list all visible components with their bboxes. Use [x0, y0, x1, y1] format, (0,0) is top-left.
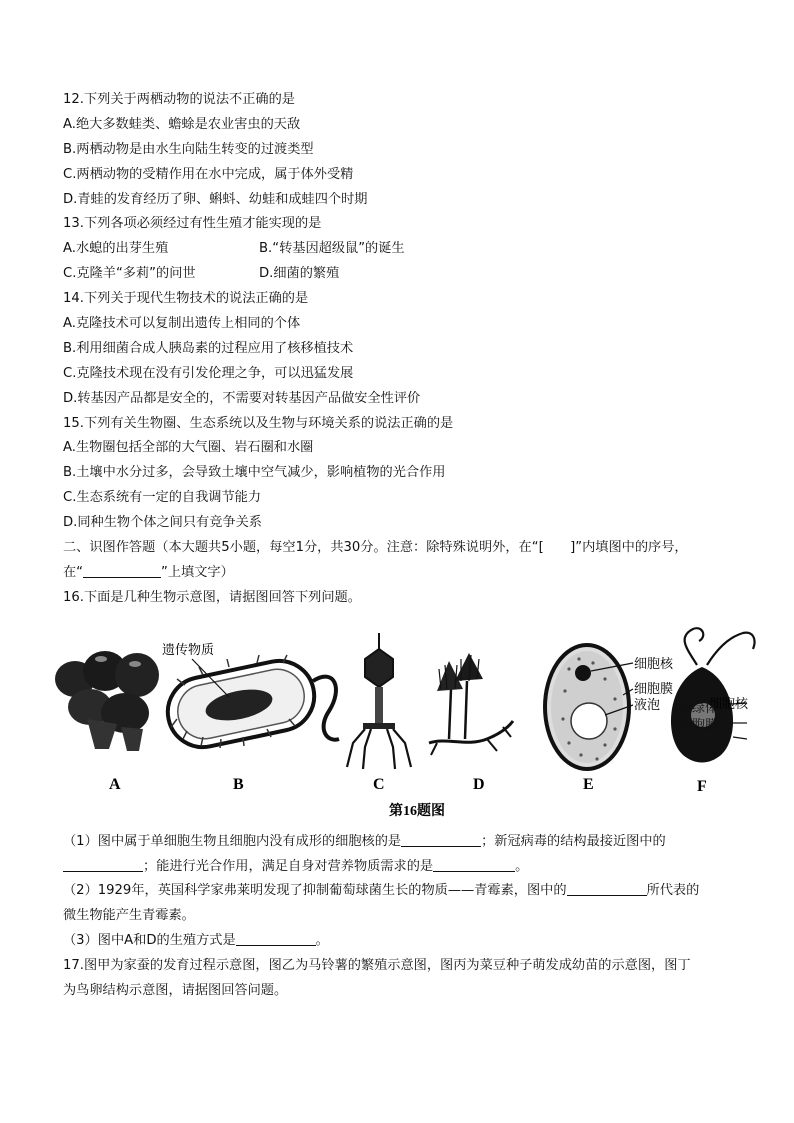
- example-blank: [83, 563, 161, 578]
- q14-option-c: C.克隆技术现在没有引发伦理之争，可以迅猛发展: [63, 365, 354, 381]
- q13-options-row-2: [63, 262, 743, 287]
- letter-a: A: [109, 775, 121, 793]
- q15-option-b: B.土壤中水分过多，会导致土壤中空气减少，影响植物的光合作用: [63, 465, 446, 481]
- q14-option-a: A.克隆技术可以复制出遗传上相同的个体: [63, 316, 301, 332]
- letter-e: E: [583, 775, 594, 793]
- q17-line1: 17.图甲为家蚕的发育过程示意图，图乙为马铃薯的繁殖示意图，图丙为菜豆种子萌发成幼苗的示意图，图丁: [63, 958, 691, 974]
- label-e-nucleus: 细胞核: [634, 655, 674, 671]
- q13-option-d: D.细菌的繁殖: [259, 266, 340, 282]
- section2-text-b: ”上填文字）: [161, 564, 234, 580]
- q16-sub1-line1: [63, 830, 743, 855]
- q16-sub1-text-a: （1）图中属于单细胞生物且细胞内没有成形的细胞核的是: [63, 833, 402, 849]
- q13-options-row-1: [63, 237, 743, 262]
- q12-option-c: C.两栖动物的受精作用在水中完成，属于体外受精: [63, 166, 354, 182]
- organism-e-yeast: [545, 645, 674, 769]
- section2-heading: 二、识图作答题（本大题共5小题，每空1分，共30分。注意：除特殊说明外，在“[ ]”内填图中的序号，: [63, 540, 688, 556]
- q16-sub2-text-b: 所代表的: [646, 883, 700, 899]
- label-f-chloroplast-placeholder: [679, 683, 718, 700]
- label-f-membrane: 细胞膜: [679, 717, 719, 733]
- q16-blank-1[interactable]: [401, 832, 481, 847]
- q12-stem: 12.下列关于两栖动物的说法不正确的是: [63, 92, 295, 107]
- q15-option-d: D.同种生物个体之间只有竞争关系: [63, 515, 262, 531]
- q17-line2: 为鸟卵结构示意图，请据图回答问题。: [63, 983, 288, 999]
- q15-option-c: C.生态系统有一定的自我调节能力: [63, 490, 262, 506]
- exam-page: [63, 88, 748, 1004]
- letter-c: C: [373, 775, 385, 793]
- letter-f: F: [697, 777, 707, 795]
- label-f-nucleus: 细胞核: [708, 695, 748, 711]
- organism-d-mold: [429, 653, 513, 755]
- q15-stem: 15.下列有关生物圈、生态系统以及生物与环境关系的说法正确的是: [63, 415, 454, 431]
- q14-stem: 14.下列关于现代生物技术的说法正确的是: [63, 291, 309, 307]
- q16-sub1-text-b: ；新冠病毒的结构最接近图中的: [481, 833, 666, 849]
- q16-sub3-text-b: 。: [315, 933, 329, 949]
- q12-option-d: D.青蛙的发育经历了卵、蝌蚪、幼蛙和成蛙四个时期: [63, 191, 368, 207]
- section2-heading-cont: [63, 561, 743, 586]
- q14-option-d: D.转基因产品都是安全的，不需要对转基因产品做安全性评价: [63, 390, 421, 406]
- q13-option-b: B.“转基因超级鼠”的诞生: [259, 241, 405, 257]
- figure-caption: 第16题图: [389, 803, 445, 819]
- q16-blank-3[interactable]: [433, 857, 515, 872]
- q13-option-c: C.克隆羊“多莉”的问世: [63, 266, 196, 282]
- q13-stem: 13.下列各项必须经过有性生殖才能实现的是: [63, 216, 322, 232]
- letter-b: B: [233, 775, 244, 793]
- q16-sub3-text-a: （3）图中A和D的生殖方式是: [63, 933, 236, 949]
- label-f-chloroplast: 叶绿体: [679, 700, 719, 716]
- q16-blank-4[interactable]: [567, 881, 647, 896]
- organism-c-virus: [347, 633, 411, 769]
- q16-sub1-text-d: 。: [515, 858, 529, 874]
- q16-sub2-line2: 微生物能产生青霉素。: [63, 908, 195, 924]
- q16-figure: [63, 619, 748, 824]
- q15-option-a: A.生物圈包括全部的大气圈、岩石圈和水圈: [63, 440, 314, 456]
- q14-option-b: B.利用细菌合成人胰岛素的过程应用了核移植技术: [63, 340, 354, 356]
- organisms-illustration: [17, 619, 757, 824]
- figure-letters: [109, 776, 707, 795]
- q16-sub3: [63, 929, 743, 954]
- organism-a-mushroom: [55, 651, 159, 751]
- label-e-vacuole: 液泡: [634, 696, 661, 712]
- q16-sub1-text-c: ；能进行光合作用，满足自身对营养物质需求的是: [143, 858, 434, 874]
- q16-stem: 16.下面是几种生物示意图，请据图回答下列问题。: [63, 589, 361, 605]
- label-b-genetic-material: 遗传物质: [162, 641, 215, 657]
- q16-blank-2[interactable]: [63, 857, 143, 872]
- q12-option-a: A.绝大多数蛙类、蟾蜍是农业害虫的天敌: [63, 116, 301, 132]
- letter-d: D: [473, 775, 485, 793]
- f-labels: [679, 683, 718, 734]
- q16-sub2-text-a: （2）1929年，英国科学家弗莱明发现了抑制葡萄球菌生长的物质——青霉素，图中的: [63, 883, 567, 899]
- q13-option-a: A.水螅的出芽生殖: [63, 241, 169, 257]
- q16-sub2-line1: [63, 879, 743, 904]
- q12-option-b: B.两栖动物是由水生向陆生转变的过渡类型: [63, 141, 314, 157]
- label-e-membrane: 细胞膜: [634, 680, 674, 696]
- q16-blank-5[interactable]: [236, 931, 316, 946]
- q16-sub1-line2: [63, 855, 743, 880]
- organism-b-bacterium: [161, 642, 339, 754]
- section2-text-a: 在“: [63, 564, 84, 580]
